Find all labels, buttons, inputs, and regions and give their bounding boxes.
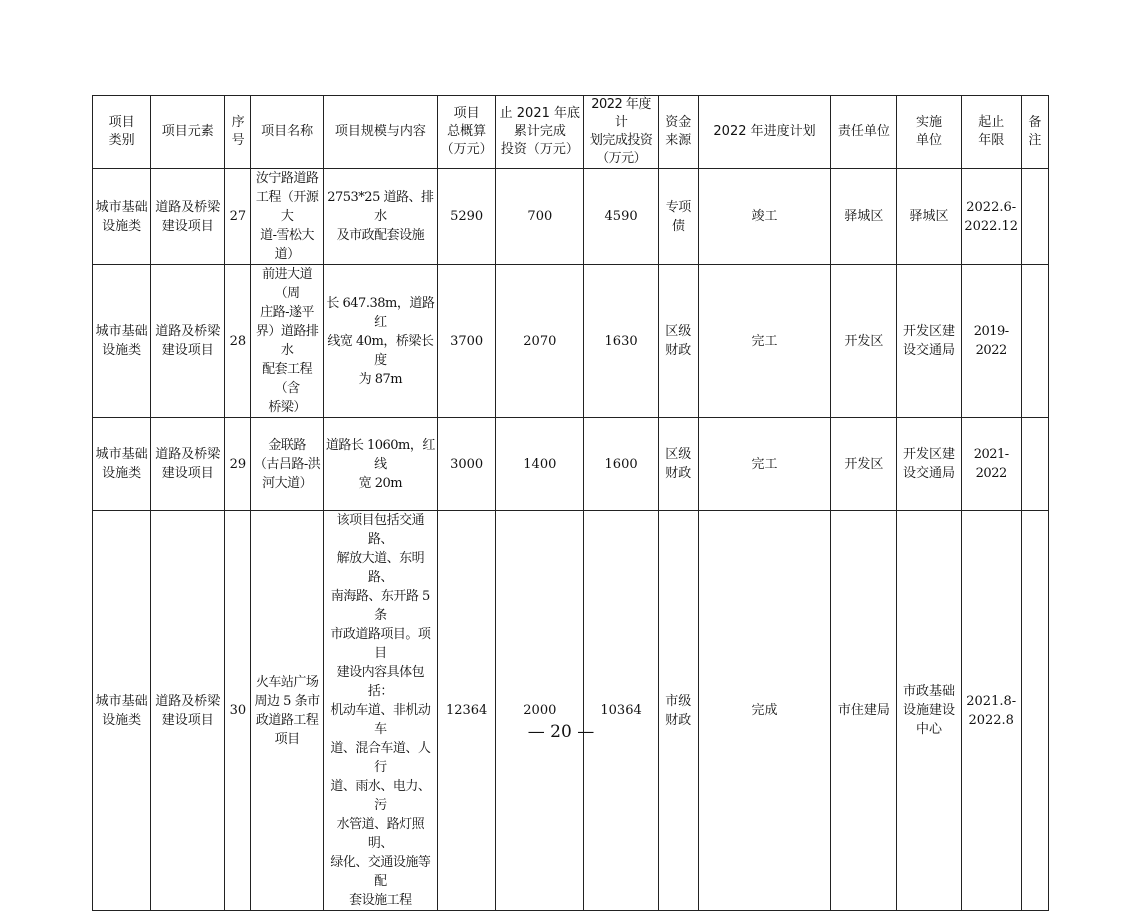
cell-responsible: 开发区 xyxy=(831,418,897,511)
header-note: 备 注 xyxy=(1021,96,1048,169)
cell-name: 前进大道（周 庄路-遂平 界）道路排水 配套工程（含 桥梁） xyxy=(251,265,323,418)
cell-category: 城市基础 设施类 xyxy=(93,511,151,911)
cell-note xyxy=(1021,418,1048,511)
cell-scope: 2753*25 道路、排水 及市政配套设施 xyxy=(323,169,437,265)
cell-completed: 2070 xyxy=(496,265,584,418)
cell-note xyxy=(1021,511,1048,911)
header-progress: 2022 年进度计划 xyxy=(698,96,830,169)
cell-fund: 市级 财政 xyxy=(658,511,698,911)
cell-category: 城市基础 设施类 xyxy=(93,418,151,511)
cell-implementer: 市政基础 设施建设 中心 xyxy=(897,511,961,911)
cell-budget: 3700 xyxy=(438,265,496,418)
cell-note xyxy=(1021,169,1048,265)
cell-implementer: 驿城区 xyxy=(897,169,961,265)
cell-plan2022: 4590 xyxy=(584,169,658,265)
header-responsible: 责任单位 xyxy=(831,96,897,169)
cell-completed: 1400 xyxy=(496,418,584,511)
table-row xyxy=(93,418,1049,511)
cell-category: 城市基础 设施类 xyxy=(93,265,151,418)
cell-responsible: 开发区 xyxy=(831,265,897,418)
cell-budget: 3000 xyxy=(438,418,496,511)
cell-implementer: 开发区建 设交通局 xyxy=(897,418,961,511)
cell-seq: 27 xyxy=(225,169,251,265)
cell-fund: 区级 财政 xyxy=(658,265,698,418)
header-budget: 项目 总概算 （万元） xyxy=(438,96,496,169)
cell-scope: 长 647.38m，道路红 线宽 40m，桥梁长度 为 87m xyxy=(323,265,437,418)
cell-completed: 700 xyxy=(496,169,584,265)
cell-note xyxy=(1021,265,1048,418)
header-row xyxy=(93,96,1049,169)
cell-element: 道路及桥梁 建设项目 xyxy=(151,511,225,911)
cell-plan2022: 1600 xyxy=(584,418,658,511)
header-fund: 资金 来源 xyxy=(658,96,698,169)
table-row xyxy=(93,265,1049,418)
cell-name: 金联路 （古吕路-洪 河大道） xyxy=(251,418,323,511)
cell-seq: 28 xyxy=(225,265,251,418)
cell-progress: 完工 xyxy=(698,265,830,418)
table-row xyxy=(93,511,1049,911)
header-element: 项目元素 xyxy=(151,96,225,169)
cell-plan2022: 1630 xyxy=(584,265,658,418)
cell-plan2022: 10364 xyxy=(584,511,658,911)
cell-period: 2021-2022 xyxy=(961,418,1021,511)
header-seq: 序号 xyxy=(225,96,251,169)
header-category: 项目 类别 xyxy=(93,96,151,169)
cell-period: 2019-2022 xyxy=(961,265,1021,418)
cell-category: 城市基础 设施类 xyxy=(93,169,151,265)
cell-implementer: 开发区建 设交通局 xyxy=(897,265,961,418)
cell-fund: 专项债 xyxy=(658,169,698,265)
cell-budget: 5290 xyxy=(438,169,496,265)
table-row xyxy=(93,169,1049,265)
cell-scope: 该项目包括交通路、 解放大道、东明路、 南海路、东开路 5 条 市政道路项目。项目 建设内容具体包括： 机动车道、非机动车 道、混合车道、人行 道、雨水、电力、污 水管道、路灯照明、 绿化、交通设施等配 套设施工程 xyxy=(323,511,437,911)
cell-scope: 道路长 1060m，红线 宽 20m xyxy=(323,418,437,511)
cell-element: 道路及桥梁 建设项目 xyxy=(151,169,225,265)
cell-responsible: 驿城区 xyxy=(831,169,897,265)
cell-responsible: 市住建局 xyxy=(831,511,897,911)
cell-seq: 30 xyxy=(225,511,251,911)
cell-progress: 竣工 xyxy=(698,169,830,265)
cell-progress: 完工 xyxy=(698,418,830,511)
cell-seq: 29 xyxy=(225,418,251,511)
header-completed: 止 2021 年底 累计完成 投资（万元） xyxy=(496,96,584,169)
cell-budget: 12364 xyxy=(438,511,496,911)
page-number: — 20 — xyxy=(527,722,595,742)
cell-completed: 2000 xyxy=(496,511,584,911)
header-scope: 项目规模与内容 xyxy=(323,96,437,169)
header-plan2022: 2022 年度计 划完成投资 （万元） xyxy=(584,96,658,169)
header-implementer: 实施 单位 xyxy=(897,96,961,169)
cell-period: 2021.8- 2022.8 xyxy=(961,511,1021,911)
header-name: 项目名称 xyxy=(251,96,323,169)
project-table xyxy=(92,95,1049,911)
cell-name: 汝宁路道路 工程（开源大 道-雪松大 道） xyxy=(251,169,323,265)
header-period: 起止 年限 xyxy=(961,96,1021,169)
cell-fund: 区级 财政 xyxy=(658,418,698,511)
cell-element: 道路及桥梁 建设项目 xyxy=(151,418,225,511)
cell-name: 火车站广场 周边 5 条市 政道路工程 项目 xyxy=(251,511,323,911)
cell-period: 2022.6- 2022.12 xyxy=(961,169,1021,265)
cell-element: 道路及桥梁 建设项目 xyxy=(151,265,225,418)
cell-progress: 完成 xyxy=(698,511,830,911)
